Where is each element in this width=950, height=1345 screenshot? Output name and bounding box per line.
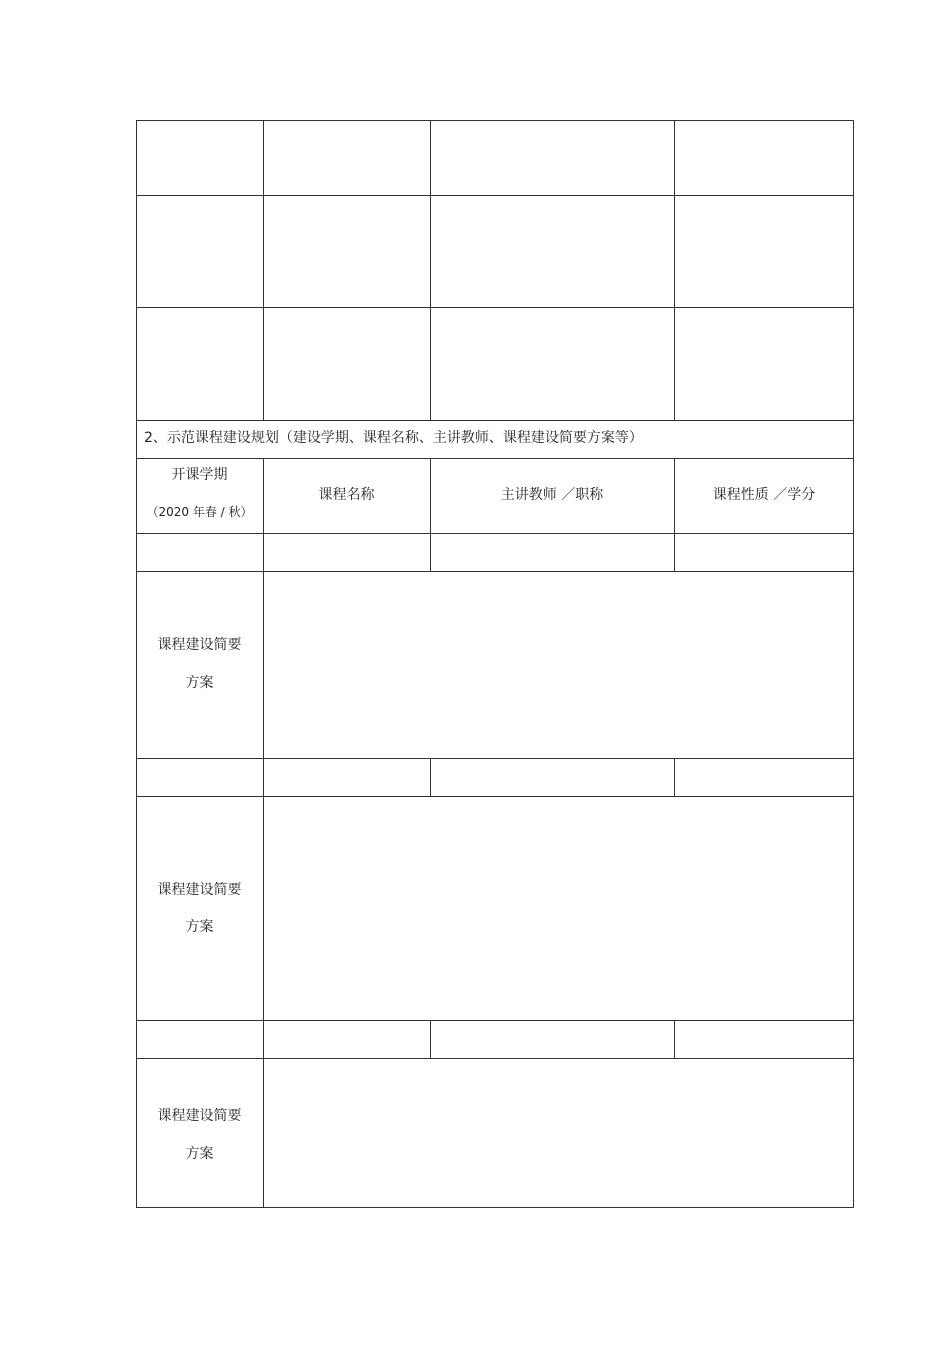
column-divider	[263, 571, 264, 758]
column-divider	[674, 1020, 675, 1058]
plan-label: 课程建设简要	[157, 1108, 242, 1124]
plan-label: 课程建设简要	[157, 637, 242, 653]
column-divider	[430, 458, 431, 571]
column-divider	[430, 120, 431, 420]
header-course-nature: 课程性质 ／学分	[712, 487, 816, 503]
row-divider	[136, 420, 854, 421]
row-divider	[136, 195, 854, 196]
row-divider	[136, 1058, 854, 1059]
column-divider	[674, 758, 675, 796]
column-divider	[674, 458, 675, 571]
column-divider	[263, 796, 264, 1020]
row-divider	[136, 1020, 854, 1021]
column-divider	[263, 1058, 264, 1208]
header-term-label: 开课学期	[171, 467, 228, 483]
column-divider	[263, 1020, 264, 1058]
column-divider	[263, 758, 264, 796]
column-divider	[430, 1020, 431, 1058]
section-title: 2、示范课程建设规划（建设学期、课程名称、主讲教师、课程建设简要方案等）	[144, 430, 643, 446]
plan-label: 方案	[185, 919, 214, 935]
header-teacher: 主讲教师 ／职称	[500, 487, 604, 503]
plan-label: 方案	[185, 675, 214, 691]
header-course-name: 课程名称	[318, 487, 375, 503]
row-divider	[136, 458, 854, 459]
column-divider	[674, 120, 675, 420]
row-divider	[136, 533, 854, 534]
row-divider	[136, 571, 854, 572]
column-divider	[263, 458, 264, 571]
plan-label: 方案	[185, 1146, 214, 1162]
row-divider	[136, 796, 854, 797]
column-divider	[430, 758, 431, 796]
row-divider	[136, 307, 854, 308]
row-divider	[136, 758, 854, 759]
column-divider	[263, 120, 264, 420]
plan-label: 课程建设简要	[157, 882, 242, 898]
header-term-note: （2020 年春 / 秋）	[146, 505, 253, 519]
course-plan-table	[136, 120, 854, 1208]
